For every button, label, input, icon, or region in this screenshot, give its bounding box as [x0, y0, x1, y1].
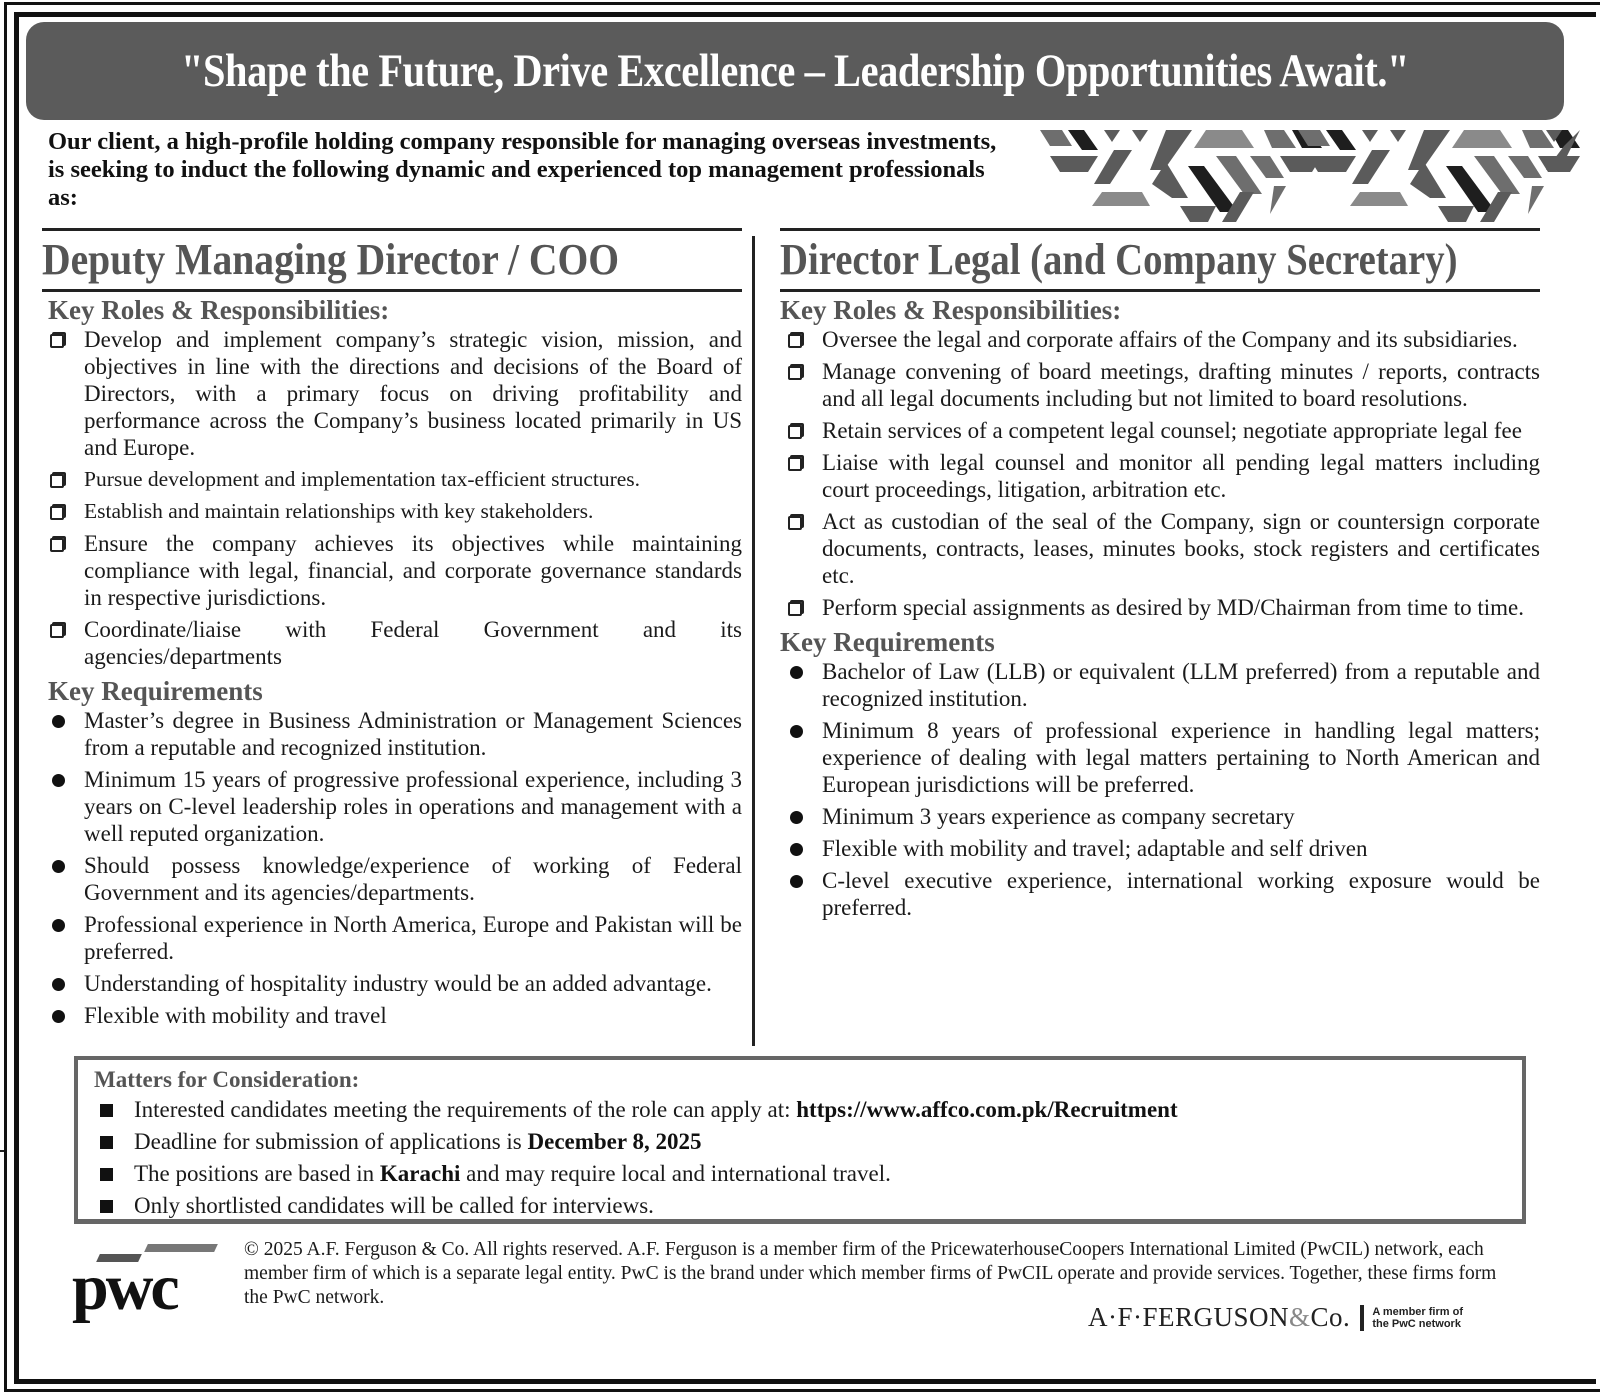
- af-ferguson-logo: [1088, 1302, 1463, 1333]
- bullet-dot-icon: [790, 811, 803, 824]
- position-director-legal: [780, 228, 1540, 926]
- bullet-dot-icon: [52, 774, 65, 787]
- requirements-list: [42, 707, 742, 1029]
- list-item: Liaise with legal counsel and monitor all pending legal matters including court proceedings, litigation, arbitration etc.: [780, 449, 1540, 503]
- headline-banner: [26, 22, 1564, 120]
- requirements-heading: Key Requirements: [48, 676, 263, 706]
- pwc-logo: [72, 1236, 232, 1336]
- square-bullet-icon: [100, 1104, 113, 1117]
- checkbox-bullet-icon: [788, 366, 802, 380]
- bullet-dot-icon: [52, 1010, 65, 1023]
- logo-separator: [1360, 1305, 1364, 1331]
- bullet-dot-icon: [52, 978, 65, 991]
- copyright-notice: © 2025 A.F. Ferguson & Co. All rights reserved. A.F. Ferguson is a member firm of the PricewaterhouseCoopers International Limited (PwCIL) network, each member firm of which is a separate legal entity. PwC is the brand under which member firms of PwCIL operate and provide services. Together, these firms form the PwC network.: [244, 1239, 1497, 1308]
- checkbox-bullet-icon: [50, 506, 64, 520]
- requirements-heading: Key Requirements: [780, 627, 995, 657]
- list-item: Retain services of a competent legal counsel; negotiate appropriate legal fee: [780, 417, 1540, 444]
- list-item: Bachelor of Law (LLB) or equivalent (LLM preferred) from a reputable and recognized institution.: [780, 658, 1540, 712]
- checkbox-bullet-icon: [50, 624, 64, 638]
- bullet-dot-icon: [52, 715, 65, 728]
- location-city: Karachi: [379, 1161, 461, 1186]
- checkbox-bullet-icon: [788, 425, 802, 439]
- responsibilities-list: [780, 326, 1540, 621]
- responsibilities-heading: Key Roles & Responsibilities:: [48, 295, 390, 325]
- checkbox-bullet-icon: [788, 334, 802, 348]
- square-bullet-icon: [100, 1136, 113, 1149]
- list-item: Ensure the company achieves its objectives while maintaining compliance with legal, financial, and corporate governance standards in respective jurisdictions.: [42, 530, 742, 611]
- matters-for-consideration-box: [74, 1056, 1526, 1224]
- matters-item-location: The positions are based in Karachi and may require local and international travel.: [94, 1158, 1506, 1190]
- responsibilities-heading: Key Roles & Responsibilities:: [780, 295, 1122, 325]
- checkbox-bullet-icon: [50, 474, 64, 488]
- bullet-dot-icon: [790, 666, 803, 679]
- list-item: Flexible with mobility and travel; adaptable and self driven: [780, 835, 1540, 862]
- list-item: Establish and maintain relationships with key stakeholders.: [42, 498, 742, 525]
- list-item: Understanding of hospitality industry would be an added advantage.: [42, 970, 742, 997]
- checkbox-bullet-icon: [50, 334, 64, 348]
- checkbox-bullet-icon: [788, 516, 802, 530]
- matters-item-deadline: Deadline for submission of applications is December 8, 2025: [94, 1126, 1506, 1158]
- list-item: Flexible with mobility and travel: [42, 1002, 742, 1029]
- list-item: Coordinate/liaise with Federal Government and its agencies/departments: [42, 616, 742, 670]
- matters-heading: Matters for Consideration:: [94, 1067, 360, 1092]
- checkbox-bullet-icon: [788, 457, 802, 471]
- bullet-dot-icon: [52, 919, 65, 932]
- matters-item-shortlist: Only shortlisted candidates will be called for interviews.: [94, 1190, 1506, 1222]
- position-title: Deputy Managing Director / COO: [42, 235, 620, 284]
- headline-text: "Shape the Future, Drive Excellence – Leadership Opportunities Await.": [180, 45, 1410, 97]
- apply-link[interactable]: https://www.affco.com.pk/Recruitment: [796, 1097, 1178, 1122]
- list-item: Minimum 8 years of professional experience in handling legal matters; experience of dealing with legal matters pertaining to North American and European jurisdictions will be preferred.: [780, 717, 1540, 798]
- list-item: Minimum 3 years experience as company secretary: [780, 803, 1540, 830]
- matters-list: [94, 1094, 1506, 1222]
- list-item: Master’s degree in Business Administration or Management Sciences from a reputable and recognized institution.: [42, 707, 742, 761]
- title-rule-bottom: [42, 289, 742, 292]
- list-item: Should possess knowledge/experience of working of Federal Government and its agencies/departments.: [42, 852, 742, 906]
- list-item: Manage convening of board meetings, drafting minutes / reports, contracts and all legal documents including but not limited to board resolutions.: [780, 358, 1540, 412]
- square-bullet-icon: [100, 1200, 113, 1213]
- requirements-list: [780, 658, 1540, 921]
- bullet-dot-icon: [790, 725, 803, 738]
- firm-name: A·F·FERGUSON&Co.: [1088, 1302, 1351, 1332]
- list-item: Perform special assignments as desired by MD/Chairman from time to time.: [780, 594, 1540, 621]
- list-item: Develop and implement company’s strategic vision, mission, and objectives in line with the directions and decisions of the Board of Directors, with a primary focus on driving profitability and performance across the Company’s business located primarily in US and Europe.: [42, 326, 742, 461]
- checkbox-bullet-icon: [788, 602, 802, 616]
- geometric-pattern-icon: [1040, 126, 1580, 222]
- square-bullet-icon: [100, 1168, 113, 1181]
- list-item: Pursue development and implementation tax-efficient structures.: [42, 466, 742, 493]
- member-firm-tagline: A member firm of the PwC network: [1372, 1305, 1463, 1330]
- list-item: Oversee the legal and corporate affairs of the Company and its subsidiaries.: [780, 326, 1540, 353]
- position-title: Director Legal (and Company Secretary): [780, 235, 1458, 284]
- deadline-date: December 8, 2025: [527, 1129, 702, 1154]
- column-divider: [752, 236, 755, 1046]
- title-rule-bottom: [780, 289, 1540, 292]
- bullet-dot-icon: [790, 843, 803, 856]
- responsibilities-list: [42, 326, 742, 670]
- intro-paragraph: Our client, a high-profile holding company responsible for managing overseas investments, is seeking to induct the following dynamic and experienced top management professionals as:: [48, 128, 997, 211]
- list-item: Act as custodian of the seal of the Company, sign or countersign corporate documents, contracts, leases, minutes books, stock registers and certificates etc.: [780, 508, 1540, 589]
- list-item: Professional experience in North America, Europe and Pakistan will be preferred.: [42, 911, 742, 965]
- position-deputy-md-coo: [42, 228, 742, 1034]
- bullet-dot-icon: [790, 875, 803, 888]
- list-item: C-level executive experience, international working exposure would be preferred.: [780, 867, 1540, 921]
- border-tick: [0, 1150, 4, 1152]
- matters-item-apply: Interested candidates meeting the requirements of the role can apply at: https://www.affco.com.pk/Recruitment: [94, 1094, 1506, 1126]
- pwc-logo-text: pwc: [72, 1251, 177, 1324]
- list-item: Minimum 15 years of progressive professional experience, including 3 years on C-level leadership roles in operations and management with a well reputed organization.: [42, 766, 742, 847]
- bullet-dot-icon: [52, 860, 65, 873]
- checkbox-bullet-icon: [50, 538, 64, 552]
